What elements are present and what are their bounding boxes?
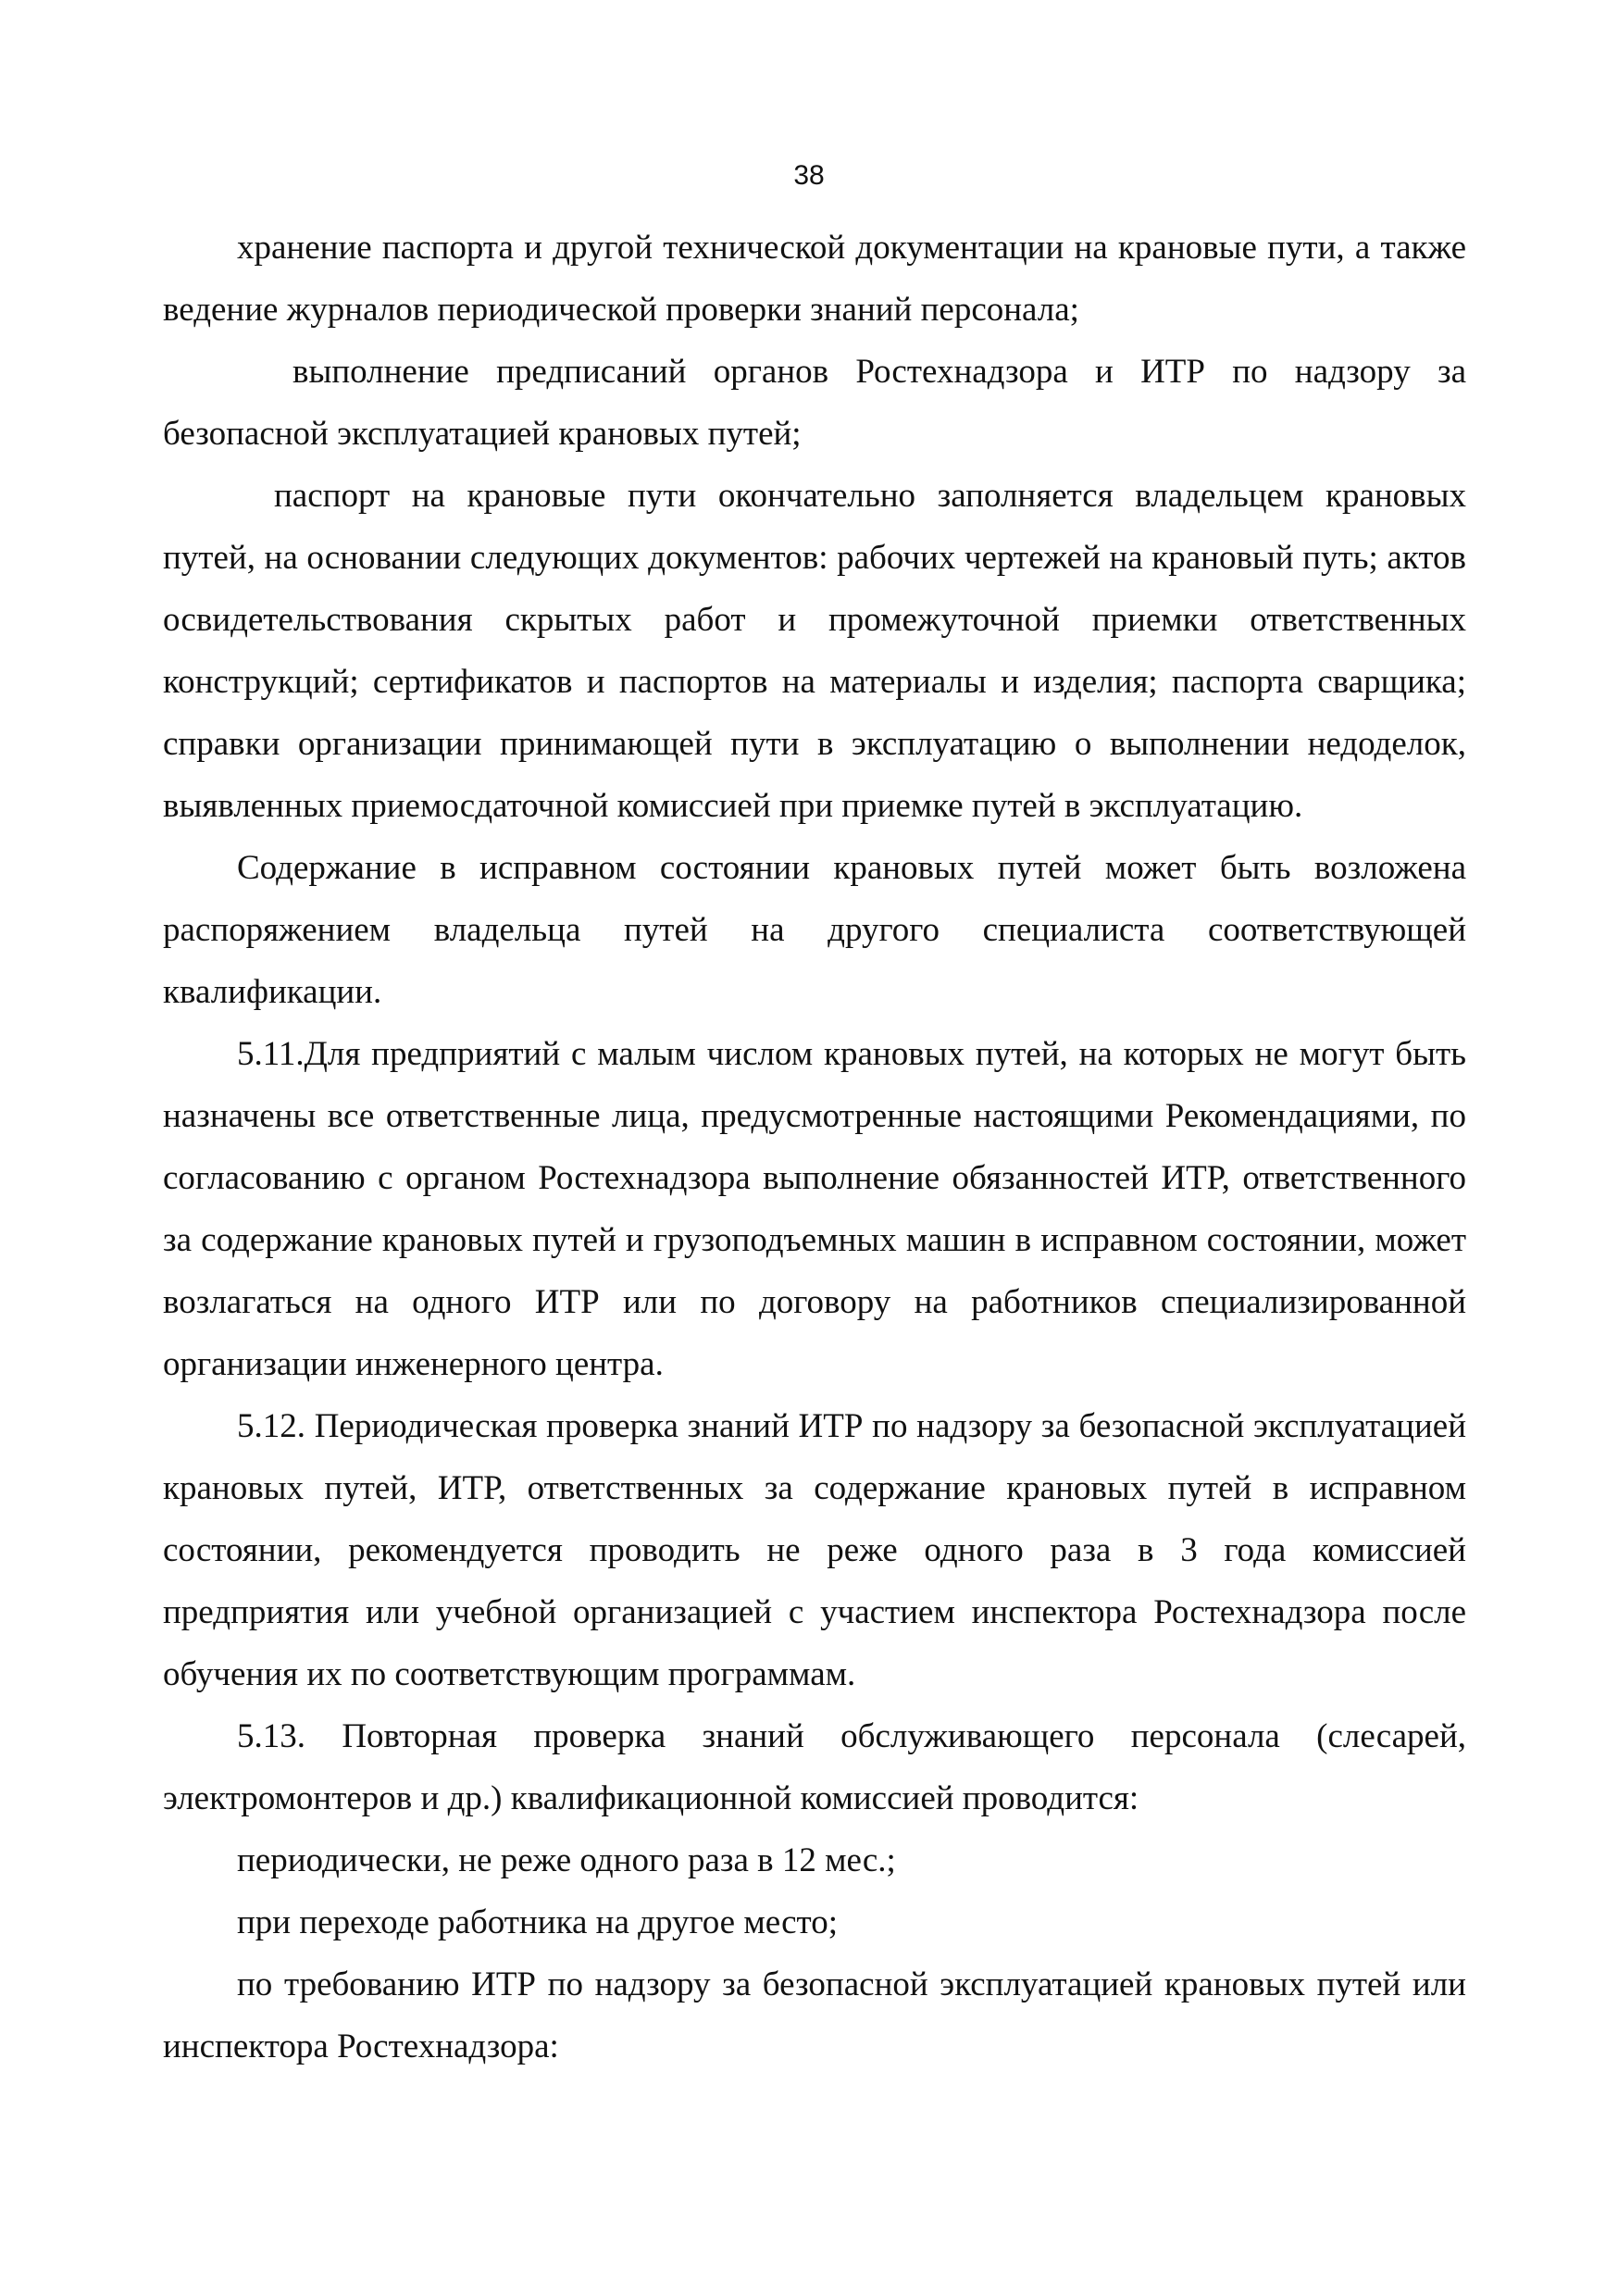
- paragraph-maintenance-assignment: Содержание в исправном состоянии крановых путей может быть возложена распоряжением владельца путей на другого специалиста соответствующей квалификации.: [163, 849, 1466, 1011]
- paragraph-5-12: 5.12. Периодическая проверка знаний ИТР по надзору за безопасной эксплуатацией крановых путей, ИТР, ответственных за содержание крановых путей в исправном состоянии, рекомендуется проводить не реже одного раза в 3 года комиссией предприятия или учебной организацией с участием инспектора Ростехнадзора после обучения их по соответствующим программам.: [163, 1407, 1466, 1693]
- paragraph-passport-storage: хранение паспорта и другой технической документации на крановые пути, а также ведение журналов периодической проверки знаний персонала;: [163, 229, 1466, 329]
- paragraph-5-13: 5.13. Повторная проверка знаний обслуживающего персонала (слесарей, электромонтеров и др.) квалификационной комиссией проводится:: [163, 1717, 1466, 1817]
- list-item-periodic: периодически, не реже одного раза в 12 мес.;: [237, 1841, 896, 1879]
- list-item-transfer: при переходе работника на другое место;: [237, 1903, 838, 1941]
- document-body: [163, 217, 1466, 2078]
- paragraph-orders-execution: выполнение предписаний органов Ростехнадзора и ИТР по надзору за безопасной эксплуатацией крановых путей;: [163, 353, 1466, 453]
- paragraph-passport-completion: паспорт на крановые пути окончательно заполняется владельцем крановых путей, на основании следующих документов: рабочих чертежей на крановый путь; актов освидетельствования скрытых работ и промежуточной приемки ответственных конструкций; сертификатов и паспортов на материалы и изделия; паспорта сварщика; справки организации принимающей пути в эксплуатацию о выполнении недоделок, выявленных приемосдаточной комиссией при приемке путей в эксплуатацию.: [163, 477, 1466, 825]
- paragraph-5-11: 5.11.Для предприятий с малым числом крановых путей, на которых не могут быть назначены все ответственные лица, предусмотренные настоящими Рекомендациями, по согласованию с органом Ростехнадзора выполнение обязанностей ИТР, ответственного за содержание крановых путей и грузоподъемных машин в исправном состоянии, может возлагаться на одного ИТР или по договору на работников специализированной организации инженерного центра.: [163, 1035, 1466, 1383]
- page-number: 38: [793, 160, 825, 191]
- list-item-on-demand: по требованию ИТР по надзору за безопасной эксплуатацией крановых путей или инспектора Ростехнадзора:: [163, 1965, 1466, 2065]
